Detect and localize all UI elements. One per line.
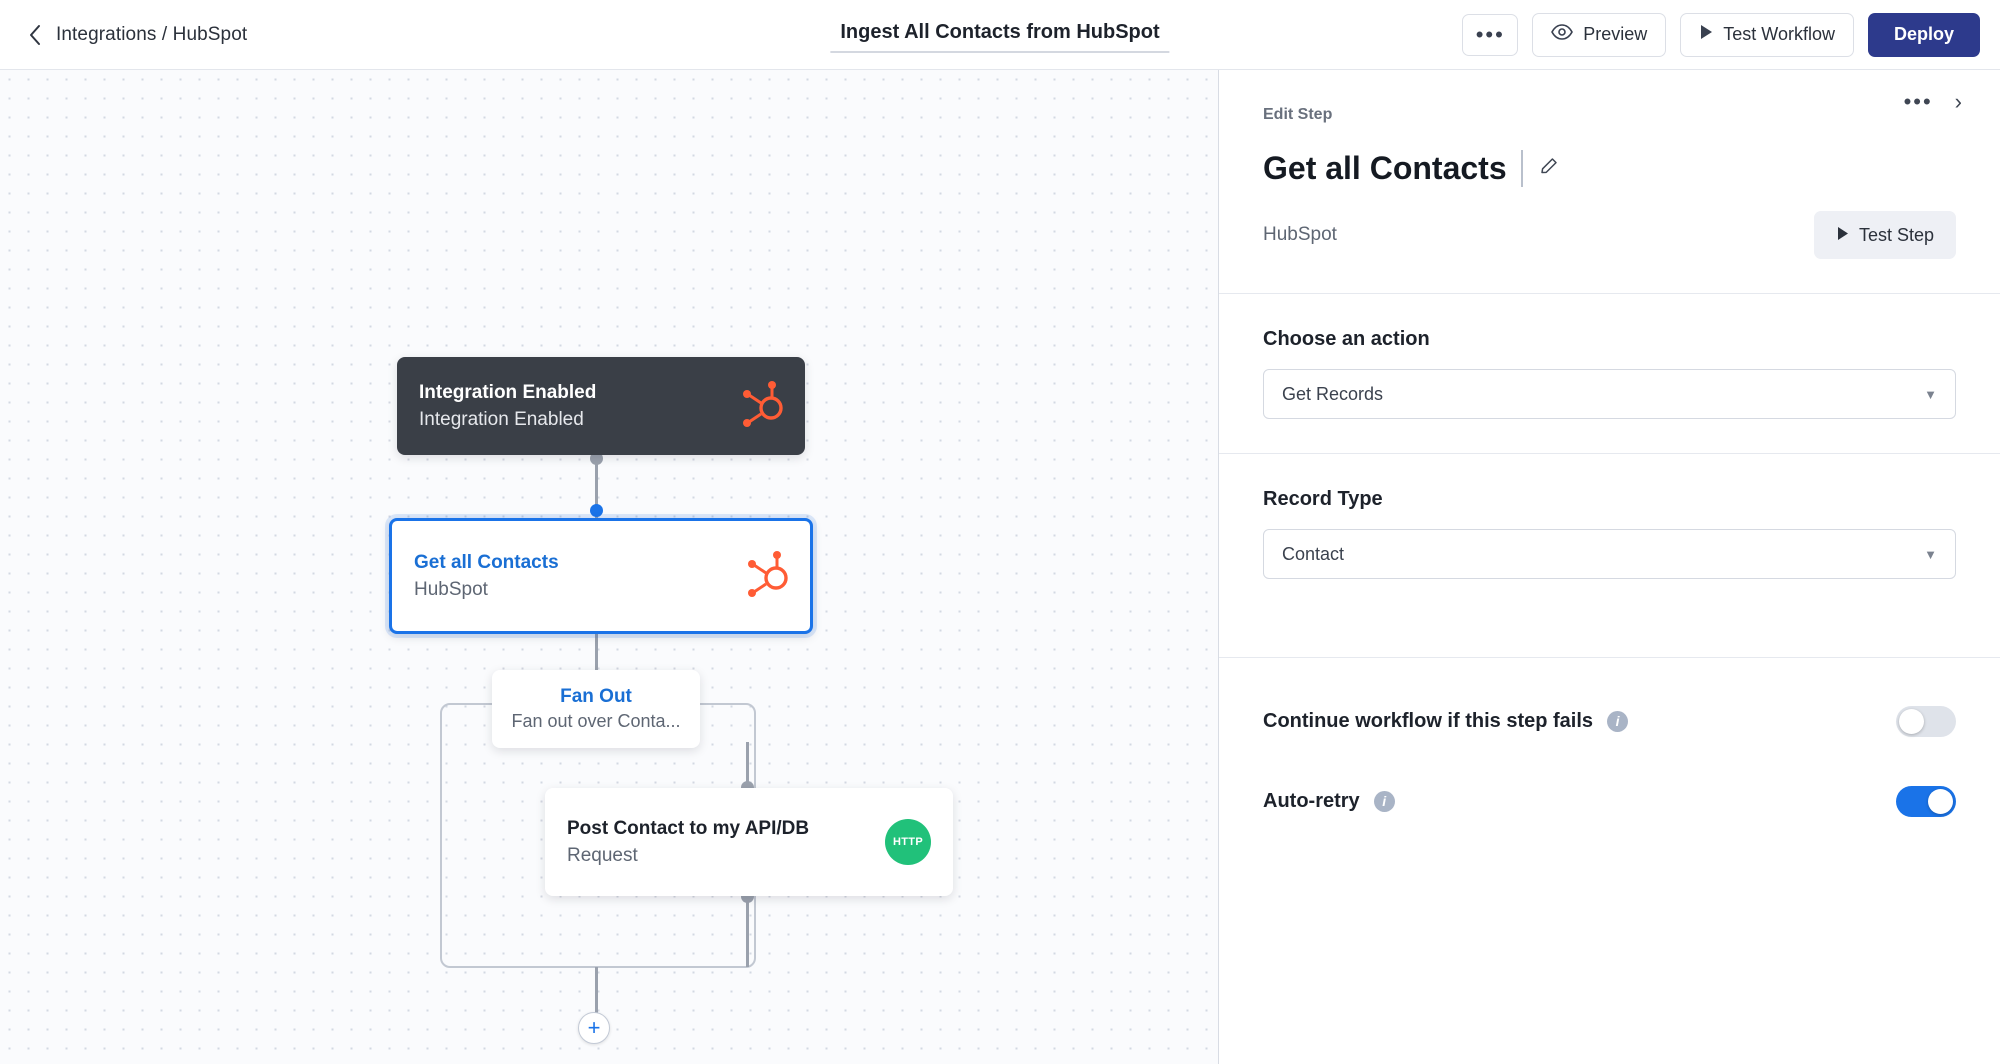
connector-loop-exit: [595, 967, 598, 1017]
auto-retry-label: Auto-retry: [1263, 789, 1360, 812]
more-options-button[interactable]: •••: [1462, 14, 1518, 56]
choose-action-section: [1219, 294, 2000, 453]
edit-step-panel: [1219, 70, 2000, 1064]
node-fan-out[interactable]: [492, 670, 700, 748]
node-post-contact-request[interactable]: [545, 788, 953, 896]
test-step-button[interactable]: [1814, 211, 1956, 259]
preview-button[interactable]: [1532, 13, 1666, 57]
breadcrumb[interactable]: Integrations / HubSpot: [56, 23, 248, 45]
step-subtitle: HubSpot: [1263, 224, 1337, 245]
hubspot-icon: [741, 381, 783, 432]
node-subtitle: Integration Enabled: [419, 408, 584, 430]
record-type-select[interactable]: [1263, 529, 1956, 579]
toggle-knob: [1899, 709, 1924, 734]
node-subtitle: Fan out over Conta...: [511, 711, 681, 731]
node-texts: [511, 686, 680, 732]
play-icon: [1699, 24, 1713, 45]
continue-on-fail-row: [1219, 692, 2000, 750]
eye-icon: [1551, 24, 1573, 45]
step-subtitle-row: [1263, 211, 1956, 259]
node-integration-enabled[interactable]: [397, 357, 805, 455]
edit-pencil-icon[interactable]: [1539, 156, 1559, 182]
panel-header: Edit Step ••• › Get all Contacts HubSpot Test Step: [1219, 70, 2000, 259]
top-bar: [0, 0, 2000, 70]
node-texts: [419, 382, 596, 431]
node-title: Integration Enabled: [419, 381, 597, 403]
node-subtitle: HubSpot: [414, 578, 488, 600]
record-type-label: Record Type: [1263, 488, 1383, 510]
toggle-knob: [1928, 789, 1953, 814]
play-icon: [1836, 225, 1849, 246]
test-workflow-button-label: Test Workflow: [1723, 24, 1835, 44]
back-icon[interactable]: [22, 22, 48, 48]
preview-button-label: Preview: [1583, 24, 1648, 44]
node-title: Get all Contacts: [414, 551, 559, 573]
main-area: [0, 70, 2000, 1064]
top-bar-actions: [1462, 13, 1980, 57]
test-step-button-label: Test Step: [1858, 224, 1934, 245]
step-title-row: [1263, 150, 1956, 187]
edit-step-label: Edit Step: [1263, 106, 1333, 123]
connector-dot: [590, 504, 603, 517]
node-subtitle: Request: [567, 844, 638, 866]
chevron-down-icon: ▼: [1924, 546, 1937, 562]
add-step-button[interactable]: +: [578, 1012, 610, 1044]
auto-retry-toggle[interactable]: [1896, 786, 1956, 817]
node-get-all-contacts[interactable]: [389, 518, 813, 634]
hubspot-icon: [746, 551, 788, 602]
node-texts: [567, 818, 809, 867]
info-icon[interactable]: i: [1374, 791, 1395, 812]
choose-action-value: Get Records: [1282, 383, 1384, 404]
continue-on-fail-label-wrap: [1263, 710, 1628, 733]
node-title: Fan Out: [560, 686, 632, 707]
workflow-title-input[interactable]: Ingest All Contacts from HubSpot: [830, 17, 1169, 53]
step-title[interactable]: Get all Contacts: [1263, 150, 1523, 187]
auto-retry-row: [1219, 772, 2000, 830]
choose-action-label: Choose an action: [1263, 328, 1430, 350]
test-workflow-button[interactable]: [1680, 13, 1854, 57]
workflow-canvas[interactable]: [0, 70, 1219, 1064]
http-badge-icon: HTTP: [885, 819, 931, 865]
deploy-button[interactable]: Deploy: [1868, 13, 1980, 57]
chevron-down-icon: ▼: [1924, 386, 1937, 402]
connector-request-out: [746, 895, 749, 967]
node-texts: [414, 552, 559, 601]
info-icon[interactable]: i: [1607, 711, 1628, 732]
record-type-value: Contact: [1282, 543, 1345, 564]
auto-retry-label-wrap: [1263, 790, 1395, 813]
record-type-section: [1219, 454, 2000, 613]
continue-on-fail-label: Continue workflow if this step fails: [1263, 709, 1594, 732]
continue-on-fail-toggle[interactable]: [1896, 706, 1956, 737]
workflow-title-wrap: [830, 17, 1169, 53]
choose-action-select[interactable]: [1263, 369, 1956, 419]
node-title: Post Contact to my API/DB: [567, 817, 810, 839]
